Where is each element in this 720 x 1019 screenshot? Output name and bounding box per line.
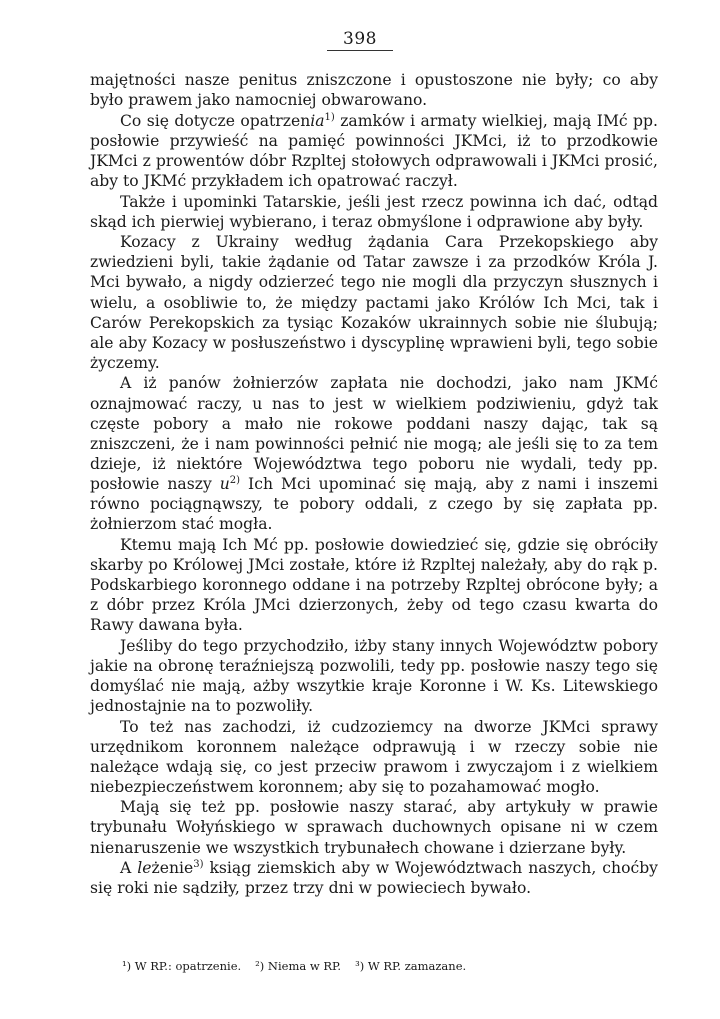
paragraph <box>90 192 658 232</box>
body-text <box>90 70 658 898</box>
text-run: A <box>120 859 138 878</box>
footnote-marker: 3) <box>193 858 204 870</box>
emphasis-text: ia <box>310 111 325 130</box>
footnote-marker: 1) <box>324 111 335 123</box>
footnote: ²) Niema w RP. <box>255 959 342 973</box>
text-run: Ktemu mają Ich Mć pp. posłowie dowiedzieć się, gdzie się obróciły skarby po Królowej JMci zostałe, które iż Rzpltej należały, aby do rąk p. Podskarbiego koronnego oddane i na potrzeby Rzpltej obrócone były; a z dóbr przez Króla JMci dzierzonych, żeby od tego czasu kwarta do Rawy dawana była. <box>90 535 658 635</box>
page-number: 398 <box>0 28 720 51</box>
paragraph <box>90 535 658 635</box>
paragraph <box>90 373 658 534</box>
text-run: Mają się też pp. posłowie naszy starać, aby artykuły w prawie trybunału Wołyńskiego w sprawach duchownych opisane ni w czem nienaruszenie we wszystkich trybunałech chowane i dzierzane były. <box>90 798 658 857</box>
text-run: zamków i armaty wielkiej, mają IMć pp. posłowie przywieść na pamięć powinności JKMci, iż to przodkowie JKMci z prowentów dóbr Rzpltej stołowych odprawowali i JKMci prosić, aby to JKMć przykładem ich opatrować raczył. <box>90 111 658 190</box>
emphasis-text: u <box>219 474 230 493</box>
paragraph <box>90 70 658 110</box>
footnote: ³) W RP. zamazane. <box>355 959 467 973</box>
text-run: żenie <box>151 859 194 878</box>
footnote-marker: 2) <box>229 474 241 486</box>
footnote: ¹) W RP.: opatrzenie. <box>122 959 242 973</box>
text-run: ksiąg ziemskich aby w Województwach naszych, choćby się roki nie sądziły, przez trzy dni w powieciech bywało. <box>90 859 658 898</box>
text-run: To też nas zachodzi, iż cudzoziemcy na dworze JKMci sprawy urzędnikom koronnem należące odprawują i w rzeczy sobie nie należące wdają się, co jest przeciw prawom i zwyczajom i z wielkiem niebezpieczeństwem koronnem; aby się to pozahamować mogło. <box>90 717 658 796</box>
text-run: Ich Mci upominać się mają, aby z nami i inszemi równo pociągnąwszy, te pobory oddali, z czego by się zapłata pp. żołnierzom stać mogła. <box>90 474 658 534</box>
text-run: A iż panów żołnierzów zapłata nie dochodzi, jako nam JKMć oznajmować raczy, u nas to jest w wielkiem podziwieniu, gdyż tak częste pobory a mało nie rokowe poddani naszy dając, tak są zniszczeni, że i nam powinności pełnić nie mogą; ale jeśli się to za tem dzieje, iż niektóre Województwa tego poboru nie wydali, tedy pp. posłowie naszy <box>90 374 658 493</box>
text-run: Kozacy z Ukrainy według żądania Cara Przekopskiego aby zwiedzieni byli, takie żądanie od Tatar zawsze i za przodków Króla J. Mci bywało, a nigdy odzierzeć tego nie mogli dla przyczyn słusznych i wielu, a osobliwie to, że między pactami jako Królów Ich Mci, tak i Carów Perekopskich za tysiąc Kozaków ukrainnych sobie nie ślubują; ale aby Kozacy w posłuszeństwo i dyscyplinę wprawieni byli, tego sobie życzemy. <box>90 233 658 372</box>
footnotes <box>122 958 642 974</box>
text-run: Także i upominki Tatarskie, jeśli jest rzecz powinna ich dać, odtąd skąd ich pierwiej wybierano, i teraz obmyślone i odprawione aby były. <box>90 192 658 231</box>
paragraph <box>90 232 658 373</box>
paragraph <box>90 797 658 857</box>
paragraph <box>90 717 658 797</box>
paragraph <box>90 636 658 716</box>
text-run: Jeśliby do tego przychodziło, iżby stany innych Województw pobory jakie na obronę teraźniejszą pozwolili, tedy pp. posłowie naszy tego się domyślać nie mają, ażby wszytkie kraje Koronne i W. Ks. Litewskiego jednostajnie na to pozwoliły. <box>90 636 658 715</box>
text-run: Co się dotycze opatrzen <box>120 111 311 130</box>
text-run: majętności nasze penitus zniszczone i opustoszone nie były; co aby było prawem jako namocniej obwarowano. <box>90 71 658 110</box>
paragraph <box>90 858 658 898</box>
paragraph <box>90 111 658 191</box>
emphasis-text: le <box>137 859 152 878</box>
